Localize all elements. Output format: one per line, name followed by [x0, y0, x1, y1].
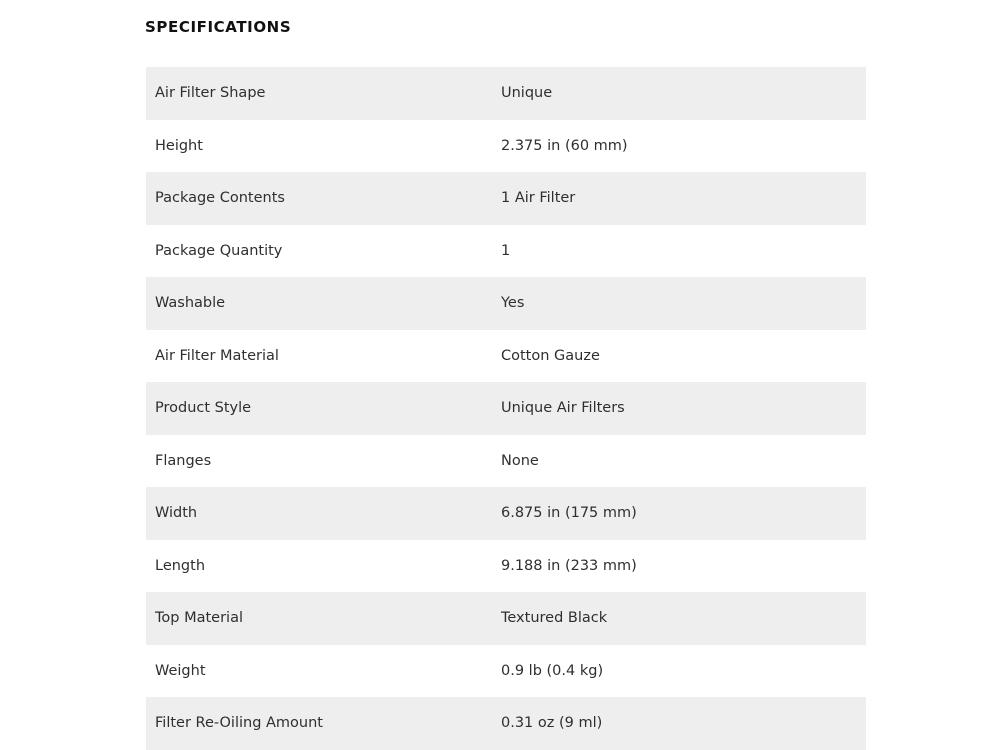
- table-row: [146, 382, 866, 435]
- table-row: [146, 330, 866, 383]
- spec-value: Unique: [501, 85, 553, 102]
- spec-value: Cotton Gauze: [501, 347, 600, 364]
- spec-label: Flanges: [155, 452, 212, 469]
- spec-label: Washable: [155, 295, 226, 312]
- spec-value: Unique Air Filters: [501, 400, 625, 417]
- spec-label: Air Filter Material: [155, 347, 279, 364]
- spec-label: Length: [155, 557, 206, 574]
- spec-label: Filter Re-Oiling Amount: [155, 715, 323, 732]
- spec-label: Air Filter Shape: [155, 85, 266, 102]
- spec-value: Yes: [501, 295, 525, 312]
- table-row: [146, 172, 866, 225]
- spec-value: 9.188 in (233 mm): [501, 557, 637, 574]
- spec-value: 6.875 in (175 mm): [501, 505, 637, 522]
- spec-value: 1 Air Filter: [501, 190, 576, 207]
- spec-label: Top Material: [155, 610, 243, 627]
- spec-value: 0.9 lb (0.4 kg): [501, 662, 604, 679]
- spec-label: Product Style: [155, 400, 252, 417]
- table-row: [146, 592, 866, 645]
- table-row: [146, 277, 866, 330]
- spec-value: 0.31 oz (9 ml): [501, 715, 603, 732]
- spec-value: None: [501, 452, 539, 469]
- specifications-table: [146, 67, 866, 750]
- section-title: SPECIFICATIONS: [145, 18, 292, 36]
- table-row: [146, 435, 866, 488]
- table-row: [146, 487, 866, 540]
- spec-label: Width: [155, 505, 198, 522]
- table-row: [146, 225, 866, 278]
- spec-label: Height: [155, 137, 203, 154]
- table-row: [146, 67, 866, 120]
- spec-label: Package Contents: [155, 190, 285, 207]
- spec-value: 1: [501, 242, 511, 259]
- table-row: [146, 120, 866, 173]
- table-row: [146, 697, 866, 750]
- spec-label: Weight: [155, 662, 206, 679]
- table-row: [146, 540, 866, 593]
- spec-value: 2.375 in (60 mm): [501, 137, 628, 154]
- table-row: [146, 645, 866, 698]
- spec-value: Textured Black: [501, 610, 608, 627]
- spec-label: Package Quantity: [155, 242, 283, 259]
